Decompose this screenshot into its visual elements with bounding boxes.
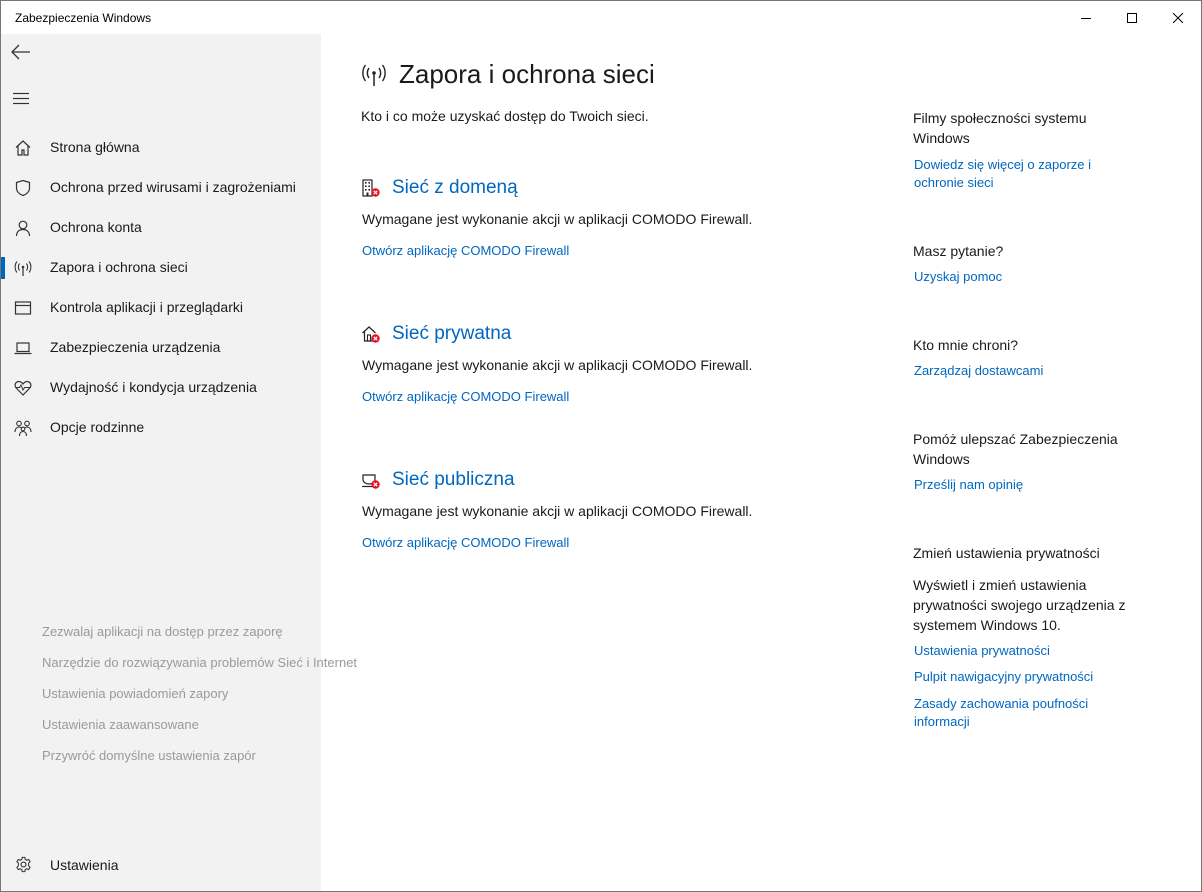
community-videos-heading: Filmy społeczności systemu Windows <box>913 110 1087 146</box>
sidebar-item-label: Zabezpieczenia urządzenia <box>50 339 221 355</box>
network-public-section <box>361 469 881 579</box>
sidebar-item-virus-protection[interactable] <box>1 167 321 207</box>
page-title: Zapora i ochrona sieci <box>399 59 655 89</box>
sidebar-item-label: Wydajność i kondycja urządzenia <box>50 379 257 395</box>
laptop-icon <box>14 339 32 357</box>
app-window-icon <box>14 299 32 317</box>
network-public-status: Wymagane jest wykonanie akcji w aplikacji COMODO Firewall. <box>362 503 753 519</box>
minimize-icon <box>1081 13 1091 23</box>
private-network-icon <box>361 324 381 344</box>
sidebar-item-device-security[interactable] <box>1 327 321 367</box>
privacy-statement-link[interactable]: Zasady zachowania poufności informacji <box>914 696 1089 729</box>
main-content <box>321 34 881 891</box>
sidebar-item-account-protection[interactable] <box>1 207 321 247</box>
antenna-icon <box>361 62 387 88</box>
minimize-button[interactable] <box>1063 1 1109 34</box>
page-header <box>361 59 655 90</box>
network-public-open-link[interactable]: Otwórz aplikację COMODO Firewall <box>362 535 570 550</box>
sidebar-item-label: Ochrona przed wirusami i zagrożeniami <box>50 179 296 195</box>
privacy-heading: Zmień ustawienia prywatności <box>913 545 1100 561</box>
sidebar-item-app-browser-control[interactable] <box>1 287 321 327</box>
get-help-link[interactable]: Uzyskaj pomoc <box>914 269 1003 284</box>
maximize-icon <box>1127 13 1137 23</box>
network-private-open-link[interactable]: Otwórz aplikację COMODO Firewall <box>362 389 570 404</box>
restore-defaults-link[interactable]: Przywróć domyślne ustawienia zapór <box>42 748 256 763</box>
network-private-status: Wymagane jest wykonanie akcji w aplikacji COMODO Firewall. <box>362 357 753 373</box>
family-icon <box>14 419 32 437</box>
network-domain-title[interactable]: Sieć z domeną <box>392 177 518 198</box>
back-arrow-icon <box>11 44 31 60</box>
sidebar-item-label: Ochrona konta <box>50 219 142 235</box>
back-button[interactable] <box>11 44 35 64</box>
sidebar-item-device-health[interactable] <box>1 367 321 407</box>
who-protects-heading: Kto mnie chroni? <box>913 337 1019 353</box>
close-button[interactable] <box>1155 1 1201 34</box>
antenna-icon <box>14 259 32 277</box>
network-domain-open-link[interactable]: Otwórz aplikację COMODO Firewall <box>362 243 570 258</box>
title-bar <box>1 1 1201 34</box>
settings-label: Ustawienia <box>50 857 119 873</box>
improve-heading: Pomóż ulepszać Zabezpieczenia Windows <box>913 431 1118 467</box>
window-title: Zabezpieczenia Windows <box>15 11 152 25</box>
network-domain-status: Wymagane jest wykonanie akcji w aplikacji COMODO Firewall. <box>362 211 753 227</box>
sidebar-item-label: Kontrola aplikacji i przeglądarki <box>50 299 243 315</box>
allow-app-through-firewall-link[interactable]: Zezwalaj aplikacji na dostęp przez zaporę <box>42 624 283 639</box>
person-icon <box>14 219 32 237</box>
home-icon <box>14 139 32 157</box>
manage-providers-link[interactable]: Zarządzaj dostawcami <box>914 363 1044 378</box>
network-domain-section <box>361 177 881 287</box>
network-private-title[interactable]: Sieć prywatna <box>392 323 512 344</box>
network-troubleshooter-link[interactable]: Narzędzie do rozwiązywania problemów Sieć i Internet <box>42 655 358 670</box>
network-private-header[interactable] <box>361 323 511 345</box>
heart-pulse-icon <box>14 379 32 397</box>
shield-icon <box>14 179 32 197</box>
firewall-notification-settings-link[interactable]: Ustawienia powiadomień zapory <box>42 686 229 701</box>
close-icon <box>1173 13 1183 23</box>
sidebar-item-firewall[interactable] <box>1 247 321 287</box>
question-heading: Masz pytanie? <box>913 243 1004 259</box>
sidebar-item-family-options[interactable] <box>1 407 321 447</box>
page-subtitle: Kto i co może uzyskać dostęp do Twoich sieci. <box>361 108 649 124</box>
privacy-settings-link[interactable]: Ustawienia prywatności <box>914 643 1050 658</box>
learn-more-firewall-link[interactable]: Dowiedz się więcej o zaporze i ochronie sieci <box>914 157 1092 190</box>
sidebar-item-label: Zapora i ochrona sieci <box>50 259 188 275</box>
network-domain-header[interactable] <box>361 177 518 199</box>
active-indicator <box>1 257 5 279</box>
hamburger-icon <box>13 92 31 106</box>
sidebar-item-home[interactable] <box>1 127 321 167</box>
sidebar-item-label: Strona główna <box>50 139 140 155</box>
network-public-header[interactable] <box>361 469 515 491</box>
advanced-settings-link[interactable]: Ustawienia zaawansowane <box>42 717 199 732</box>
settings-button[interactable] <box>1 849 321 879</box>
maximize-button[interactable] <box>1109 1 1155 34</box>
menu-button[interactable] <box>13 92 31 106</box>
privacy-description: Wyświetl i zmień ustawienia prywatności swojego urządzenia z systemem Windows 10. <box>913 577 1126 633</box>
gear-icon <box>15 856 32 873</box>
sidebar-item-label: Opcje rodzinne <box>50 419 145 435</box>
network-public-title[interactable]: Sieć publiczna <box>392 469 515 490</box>
network-private-section <box>361 323 881 433</box>
domain-network-icon <box>361 178 381 198</box>
send-feedback-link[interactable]: Prześlij nam opinię <box>914 477 1024 492</box>
privacy-dashboard-link[interactable]: Pulpit nawigacyjny prywatności <box>914 669 1094 684</box>
public-network-icon <box>361 470 381 490</box>
